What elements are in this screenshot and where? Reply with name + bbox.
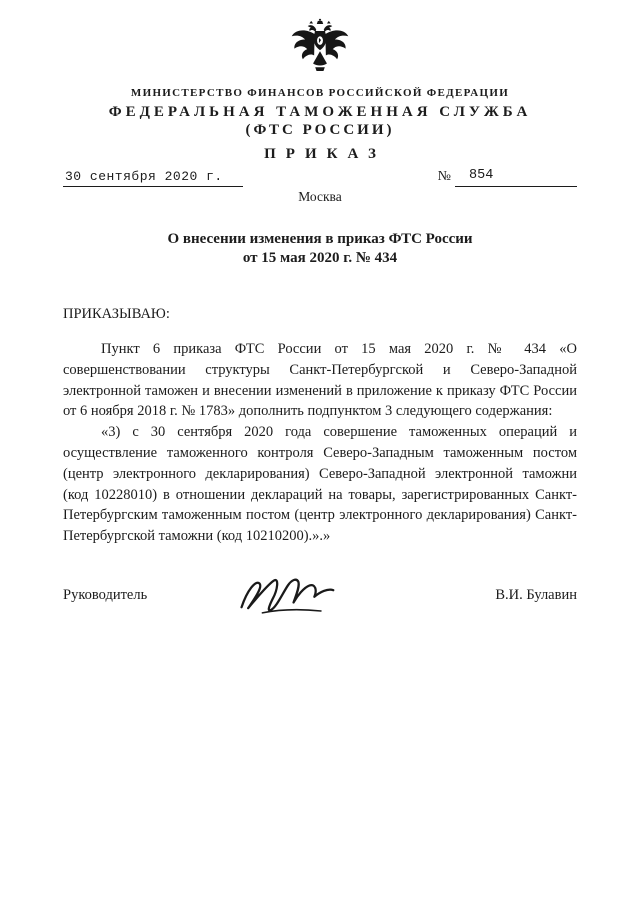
coat-of-arms-icon xyxy=(63,18,577,78)
paragraph-1: Пункт 6 приказа ФТС России от 15 мая 2020 г. № 434 «О совершенствовании структуры Санкт-Петербургской и Северо-Западной электронной таможен и внесении изменений в приложение к приказу ФТС России от 6 ноября 2018 г. № 1783» дополнить подпунктом 3 следующего содержания: xyxy=(63,341,577,420)
signer-name: В.И. Булавин xyxy=(495,586,577,603)
document-date: 30 сентября 2020 г. xyxy=(63,169,243,187)
signature-icon xyxy=(234,569,338,622)
date-number-row xyxy=(63,168,577,187)
order-word: ПРИКАЗЫВАЮ: xyxy=(63,306,170,322)
document-number: 854 xyxy=(455,168,577,187)
city-line: Москва xyxy=(298,189,342,204)
agency-line: ФЕДЕРАЛЬНАЯ ТАМОЖЕННАЯ СЛУЖБА xyxy=(108,104,532,120)
paragraph-2: «3) с 30 сентября 2020 года совершение таможенных операций и осуществление таможенного контроля Северо-Западным таможенным постом (центр электронного декларирования) Северо-Западной электронной таможни (код 10228010) в отношении деклараций на товары, зарегистрированных Санкт-Петербургским таможенным постом (центр электронного декларирования) Санкт-Петербургской таможни (код 10210200).».» xyxy=(63,424,577,545)
document-number-group xyxy=(438,168,577,187)
document-type-heading: ПРИКАЗ xyxy=(264,146,386,162)
agency-short-line: (ФТС РОССИИ) xyxy=(245,122,395,138)
signature-row xyxy=(63,569,577,622)
document-title-line2: от 15 мая 2020 г. № 434 xyxy=(242,250,398,266)
signer-title: Руководитель xyxy=(63,586,148,603)
ministry-line: МИНИСТЕРСТВО ФИНАНСОВ РОССИЙСКОЙ ФЕДЕРАЦИИ xyxy=(130,87,510,99)
number-sign-label: № xyxy=(437,169,451,184)
document-title xyxy=(63,230,577,268)
document-title-line1: О внесении изменения в приказ ФТС России xyxy=(167,231,473,247)
